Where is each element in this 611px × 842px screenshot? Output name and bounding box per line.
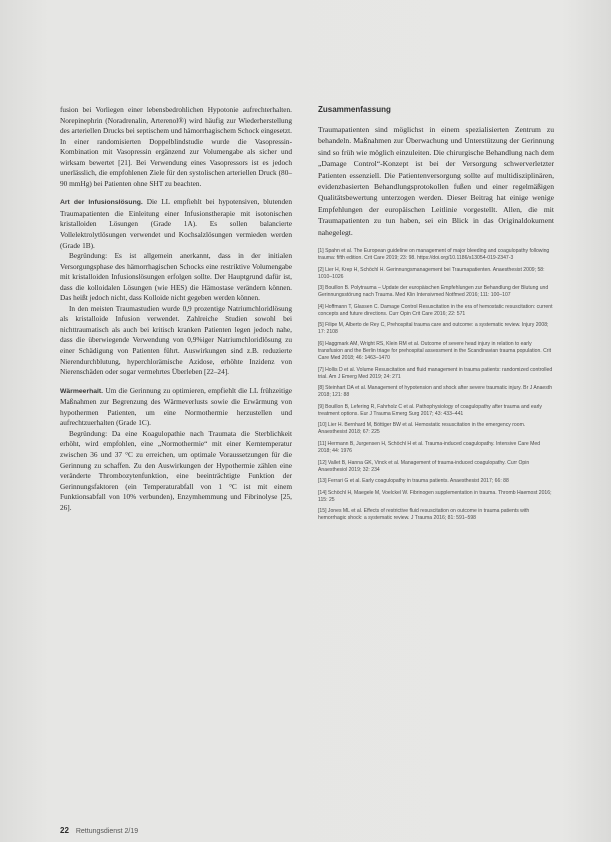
reference-item: [4] Hoffmann T, Glassen C. Damage Control Resuscitation in the era of hemostatic resuscitation: current concepts and future directions. Curr Opin Crit Care 2016; 22: 571 — [318, 303, 553, 317]
right-column — [318, 105, 554, 527]
infusion-paragraph-1 — [60, 197, 292, 251]
reference-list — [318, 248, 554, 522]
reference-item: [15] Jones ML et al. Effects of restrictive fluid resuscitation on outcome in trauma patients with hemorrhagic shock: a systematic review. J Trauma 2016; 81: 591–598 — [318, 508, 530, 522]
reference-item: [2] Lier H, Krep H, Schöchl H. Gerinnungsmanagement bei Traumapatienten. Anaesthesist 2009; 58: 1010–1026 — [318, 266, 545, 280]
intro-paragraph: fusion bei Vorliegen einer lebensbedrohlichen Hypotonie aufrechterhalten. Norepinephrin (Noradrenalin, Arterenol®) wird häufig zur Wiederherstellung des arteriellen Drucks bei septischem und hämorrhagischem Schock eingesetzt. In einer randomisierten Doppelblindstudie wurde die Vasopressin-Kombination mit Vasopressin ergänzend zur Volumengabe als sicher und wirksam bewertet [21]. Bei Verwendung eines Vasopressors ist es jedoch unerlässlich, die empfohlenen Ziele für den systolischen arteriellen Druck (80–90 mmHg) bei Patienten ohne SHT zu beachten. — [60, 105, 293, 188]
reference-item: [13] Ferrari G et al. Early coagulopathy in trauma patients. Anaesthesist 2017; 66: 88 — [318, 478, 509, 485]
reference-item: [7] Hollis D et al. Volume Resuscitation and fluid management in trauma patients: randomized controlled trial. Am J Emerg Med 2019; 24: 271 — [318, 366, 553, 380]
reference-item: [12] Vallet B, Hanna GK, Vinck et al. Management of trauma-induced coagulopathy. Curr Opin Anaesthesiol 2019; 32: 234 — [318, 459, 530, 473]
reference-item: [6] Haggmark AM, Wright RS, Klein RM et al. Outcome of severe head injury in relation to early transfusion and the Berlin triage for prehospital assessment in the Scandinavian trauma population. Crit Care Med 2018; 46: 1463–1470 — [318, 341, 552, 362]
section-infusion — [60, 197, 292, 377]
journal-issue: Rettungsdienst 2/19 — [75, 828, 139, 835]
warming-heading: Wärmeerhalt. — [60, 387, 104, 395]
reference-item: [1] Spahn et al. The European guideline on management of major bleeding and coagulopathy following trauma: fifth edition. Crit Care 2019; 23: 98. https://doi.org/10.1186/s13054-019-2347-3 — [318, 248, 550, 262]
reference-item: [9] Bouillon B, Lefering R, Fahrholz C et al. Pathophysiology of coagulopathy after trauma and early treatment options. Eur J Trauma Emerg Surg 2017; 43: 433–441 — [318, 403, 542, 417]
section-warming — [60, 386, 292, 514]
infusion-text-1: Die LL empfiehlt bei hypotensiven, blutenden Traumapatienten die Einleitung einer Infusionstherapie mit isotonischen kristalloiden Lösungen (Grade 1A). Es sollen balancierte Vollelektrolytlösungen verwendet und Kochsalzlösungen vermieden werden (Grade 1B). — [60, 197, 293, 250]
reference-item: [3] Bouillon B. Polytrauma – Update der europäischen Empfehlungen zur Behandlung der Blutung und Gerinnungsstörung nach Trauma. Med Klin Intensivmed Notfmed 2016; 111: 100–107 — [318, 285, 549, 299]
page-footer — [60, 826, 138, 835]
warming-paragraph-1 — [60, 386, 292, 429]
infusion-paragraph-2: Begründung: Es ist allgemein anerkannt, dass in der initialen Versorgungsphase des hämorrhagischen Schocks eine restriktive Volumengabe mit kristalloiden Infusionslösungen erfolgen sollte. Der Hauptgrund dafür ist, dass die kolloidalen Lösungen (wie HES) die Hämostase verändern können. Das heißt jedoch nicht, dass Kolloide nicht gegeben werden können. — [60, 251, 292, 303]
reference-item: [5] Filipe M, Alberto de Rey C, Prehospital trauma care and outcome: a systematic review. Injury 2008; 17: 2108 — [318, 322, 549, 336]
reference-item: [11] Hermann B, Jurgensen H, Schöchl H et al. Trauma-induced coagulopathy. Intensive Care Med 2018; 44: 1976 — [318, 441, 541, 454]
reference-item: [10] Lier H. Bernhard M, Böttiger BW et al. Hemostatic resuscitation in the emergency room. Anaesthesist 2018; 67: 225 — [318, 422, 526, 436]
summary-title: Zusammenfassung — [318, 105, 391, 114]
summary-text: Traumapatienten sind möglichst in einem spezialisierten Zentrum zu behandeln. Maßnahmen zur Überwachung und Unterstützung der Gerinnung sind so früh wie möglich einzuleiten. Die chirurgische Behandlung nach dem „Damage Control“-Konzept ist bei der Versorgung schwerverletzter Patienten essenziell. Die Patientenversorgung sollte auf multidisziplinären, evidenzbasierten Behandlungsprotokollen fußen und einer regelmäßigen Qualitätsbewertung unterzogen werden. Dieser Beitrag hat einige wenige Empfehlungen der europäischen Leitlinie vorgestellt. Allen, die mit Traumapatienten zu tun haben, sei ein Blick in das Originaldokument nahegelegt. — [318, 125, 554, 237]
warming-paragraph-2: Begründung: Da eine Koagulopathie nach Traumata die Sterblichkeit erhöht, wird empfohlen, eine „Normothermie“ mit einer Kerntemperatur zwischen 36 und 37 °C zu erreichen, um optimale Voraussetzungen für die Gerinnung zu schaffen. Zu den Auswirkungen der Hypothermie zählen eine veränderte Thrombozytenfunktion, eine beeinträchtigte Funktion der Gerinnungsfaktoren (ein Temperaturabfall von 1 °C ist mit einem Funktionsabfall von 10% verbunden), Enzymhemmung und Fibrinolyse [25, 26]. — [60, 428, 292, 512]
left-column — [60, 105, 292, 513]
infusion-paragraph-3: In den meisten Traumastudien wurde 0,9 prozentige Natriumchloridlösung als kristalloide Infusion verwendet. Zahlreiche Studien sowohl bei nichttraumatisch als auch bei kritisch kranken Patienten legen jedoch nahe, dass die überwiegende Verwendung von 0,9%iger Natriumchloridlösung zu einer Schädigung von Patienten führt. Auswirkungen sind z.B. reduzierte Nierendurchblutung, hyperchlorämische Azidose, erhöhte Inzidenz von Nierenschäden oder sogar vermehrtes Überleben [22–24]. — [60, 303, 292, 377]
warming-text-1: Um die Gerinnung zu optimieren, empfiehlt die LL frühzeitige Maßnahmen zur Begrenzung des Wärmeverlusts sowie die Erwärmung von hypothermen Patienten, um eine Normothermie herzustellen und aufrechtzuerhalten (Grade 1C). — [60, 385, 293, 428]
page-number: 22 — [60, 826, 69, 835]
reference-item: [8] Steinhart DA et al. Management of hypotension and shock after severe traumatic injury. Br J Anaesth 2018; 121: 88 — [318, 385, 553, 399]
reference-item: [14] Schöchl H, Maegele M, Voelckel W. Fibrinogen supplementation in trauma. Thromb Haemost 2016; 115: 25 — [318, 489, 552, 503]
infusion-heading: Art der Infusionslösung. — [60, 199, 143, 207]
